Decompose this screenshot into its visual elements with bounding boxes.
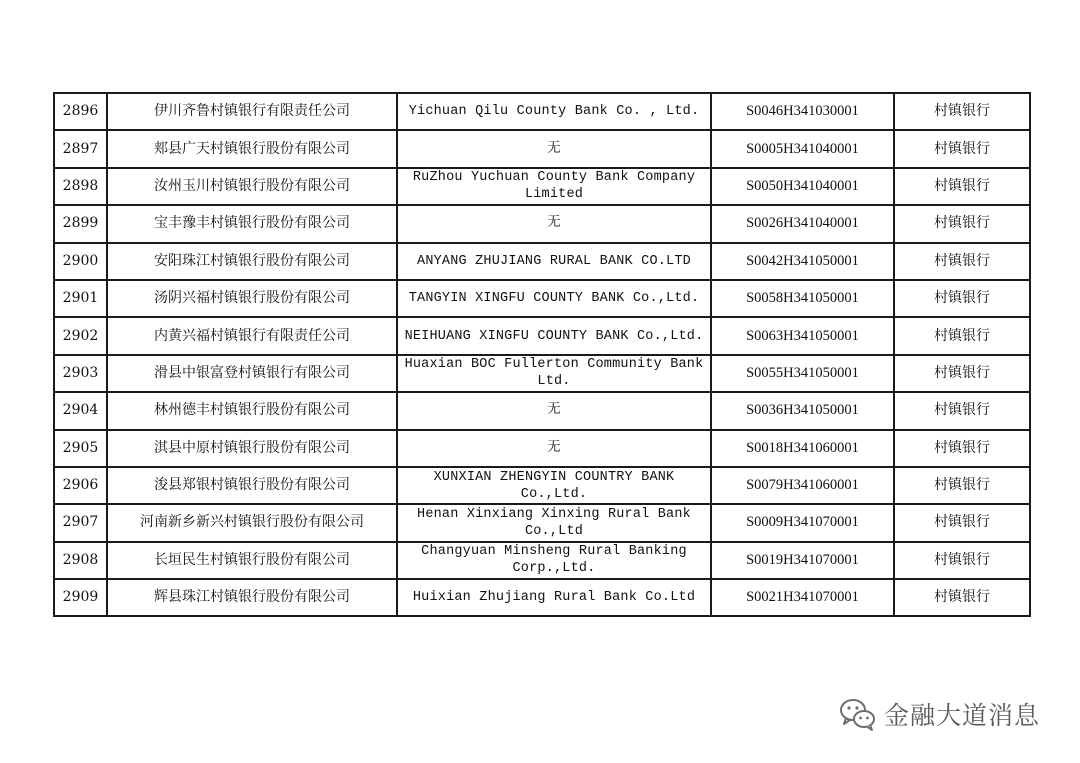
watermark: [838, 694, 1040, 734]
bank-name-english: Yichuan Qilu County Bank Co. , Ltd.: [397, 93, 711, 130]
row-number: 2909: [54, 579, 107, 616]
institution-code: S0050H341040001: [711, 168, 894, 205]
bank-name-english: XUNXIAN ZHENGYIN COUNTRY BANK Co.,Ltd.: [397, 467, 711, 504]
institution-code: S0046H341030001: [711, 93, 894, 130]
row-number: 2900: [54, 243, 107, 280]
bank-name-english: Henan Xinxiang Xinxing Rural Bank Co.,Ltd: [397, 504, 711, 541]
bank-name-chinese: 滑县中银富登村镇银行有限公司: [107, 355, 397, 392]
bank-name-chinese: 浚县郑银村镇银行股份有限公司: [107, 467, 397, 504]
bank-name-chinese: 安阳珠江村镇银行股份有限公司: [107, 243, 397, 280]
institution-code: S0055H341050001: [711, 355, 894, 392]
row-number: 2903: [54, 355, 107, 392]
institution-type: 村镇银行: [894, 93, 1030, 130]
bank-name-english: Huaxian BOC Fullerton Community Bank Ltd.: [397, 355, 711, 392]
table-row: [54, 130, 1030, 167]
bank-name-chinese: 宝丰豫丰村镇银行股份有限公司: [107, 205, 397, 242]
table-body: [54, 93, 1030, 616]
institution-type: 村镇银行: [894, 504, 1030, 541]
institution-type: 村镇银行: [894, 579, 1030, 616]
institution-type: 村镇银行: [894, 130, 1030, 167]
table-row: [54, 243, 1030, 280]
institution-type: 村镇银行: [894, 430, 1030, 467]
table-row: [54, 467, 1030, 504]
table-row: [54, 392, 1030, 429]
institution-type: 村镇银行: [894, 243, 1030, 280]
bank-name-english: Huixian Zhujiang Rural Bank Co.Ltd: [397, 579, 711, 616]
bank-name-english: 无: [397, 430, 711, 467]
row-number: 2899: [54, 205, 107, 242]
table-row: [54, 280, 1030, 317]
bank-name-english: ANYANG ZHUJIANG RURAL BANK CO.LTD: [397, 243, 711, 280]
institution-code: S0063H341050001: [711, 317, 894, 354]
table-row: [54, 579, 1030, 616]
institution-code: S0058H341050001: [711, 280, 894, 317]
row-number: 2898: [54, 168, 107, 205]
bank-name-chinese: 林州德丰村镇银行股份有限公司: [107, 392, 397, 429]
bank-name-chinese: 郏县广天村镇银行股份有限公司: [107, 130, 397, 167]
row-number: 2901: [54, 280, 107, 317]
row-number: 2905: [54, 430, 107, 467]
wechat-icon: [838, 694, 878, 734]
institution-code: S0005H341040001: [711, 130, 894, 167]
institution-code: S0079H341060001: [711, 467, 894, 504]
row-number: 2904: [54, 392, 107, 429]
bank-name-chinese: 伊川齐鲁村镇银行有限责任公司: [107, 93, 397, 130]
bank-name-english: 无: [397, 392, 711, 429]
bank-name-english: NEIHUANG XINGFU COUNTY BANK Co.,Ltd.: [397, 317, 711, 354]
institution-type: 村镇银行: [894, 280, 1030, 317]
institution-code: S0019H341070001: [711, 542, 894, 579]
bank-name-english: 无: [397, 205, 711, 242]
table-row: [54, 205, 1030, 242]
row-number: 2908: [54, 542, 107, 579]
institution-type: 村镇银行: [894, 467, 1030, 504]
bank-list-table: [53, 92, 1031, 617]
institution-code: S0042H341050001: [711, 243, 894, 280]
table-row: [54, 168, 1030, 205]
bank-name-english: RuZhou Yuchuan County Bank Company Limited: [397, 168, 711, 205]
bank-name-chinese: 淇县中原村镇银行股份有限公司: [107, 430, 397, 467]
bank-name-chinese: 长垣民生村镇银行股份有限公司: [107, 542, 397, 579]
institution-type: 村镇银行: [894, 168, 1030, 205]
table-row: [54, 93, 1030, 130]
bank-name-chinese: 汤阴兴福村镇银行股份有限公司: [107, 280, 397, 317]
row-number: 2902: [54, 317, 107, 354]
bank-name-chinese: 汝州玉川村镇银行股份有限公司: [107, 168, 397, 205]
watermark-text: 金融大道消息: [884, 701, 1041, 730]
row-number: 2896: [54, 93, 107, 130]
row-number: 2906: [54, 467, 107, 504]
row-number: 2897: [54, 130, 107, 167]
institution-code: S0009H341070001: [711, 504, 894, 541]
table-row: [54, 317, 1030, 354]
table-row: [54, 430, 1030, 467]
bank-name-chinese: 河南新乡新兴村镇银行股份有限公司: [107, 504, 397, 541]
institution-type: 村镇银行: [894, 542, 1030, 579]
row-number: 2907: [54, 504, 107, 541]
institution-type: 村镇银行: [894, 317, 1030, 354]
institution-code: S0018H341060001: [711, 430, 894, 467]
table-row: [54, 504, 1030, 541]
table-row: [54, 542, 1030, 579]
bank-name-english: 无: [397, 130, 711, 167]
table-row: [54, 355, 1030, 392]
bank-name-english: Changyuan Minsheng Rural Banking Corp.,Ltd.: [397, 542, 711, 579]
institution-type: 村镇银行: [894, 355, 1030, 392]
bank-name-english: TANGYIN XINGFU COUNTY BANK Co.,Ltd.: [397, 280, 711, 317]
institution-type: 村镇银行: [894, 205, 1030, 242]
bank-name-chinese: 辉县珠江村镇银行股份有限公司: [107, 579, 397, 616]
bank-name-chinese: 内黄兴福村镇银行有限责任公司: [107, 317, 397, 354]
institution-type: 村镇银行: [894, 392, 1030, 429]
institution-code: S0026H341040001: [711, 205, 894, 242]
institution-code: S0036H341050001: [711, 392, 894, 429]
institution-code: S0021H341070001: [711, 579, 894, 616]
